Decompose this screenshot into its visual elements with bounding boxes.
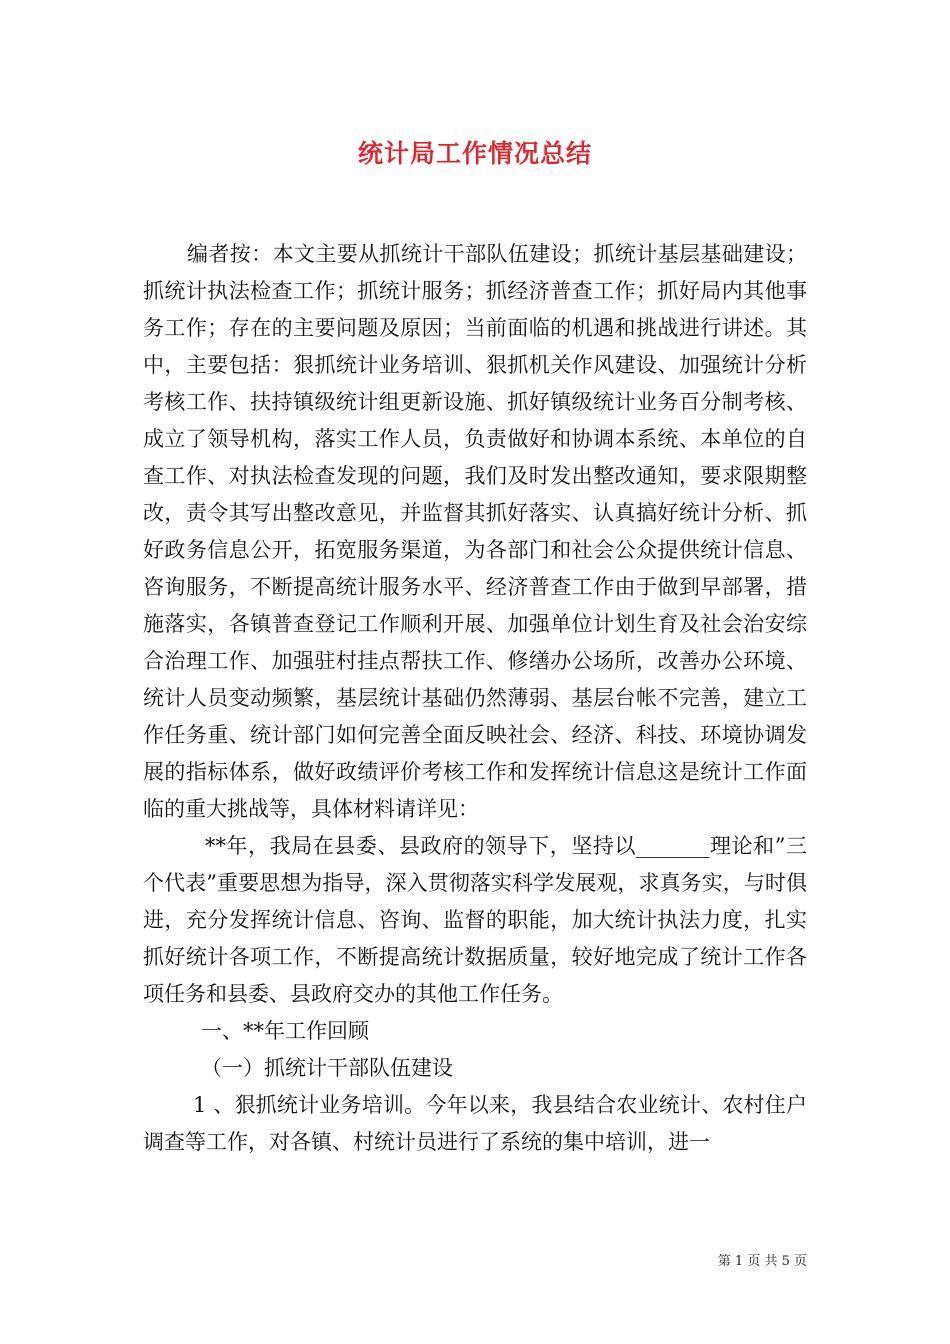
document-body: [143, 236, 807, 1161]
page-number-footer: 第 1 页 共 5 页: [717, 1254, 807, 1269]
section-heading: 一、**年工作回顾: [201, 1019, 369, 1043]
subsection-heading: （一）抓统计干部队伍建设: [201, 1056, 453, 1080]
document-title: 统计局工作情况总结: [357, 139, 592, 168]
opening-paragraph: **年，我局在县委、县政府的领导下，坚持以_______理论和”三个代表”重要思想为指导，深入贯彻落实科学发展观，求真务实，与时俱进，充分发挥统计信息、咨询、监督的职能，加大统计执法力度，扎实抓好统计各项工作，不断提高统计数据质量，较好地完成了统计工作各项任务和县委、县政府交办的其他工作任务。: [143, 834, 807, 1006]
editor-note-paragraph: 编者按：本文主要从抓统计干部队伍建设；抓统计基层基础建设；抓统计执法检查工作；抓统计服务；抓经济普查工作；抓好局内其他事务工作；存在的主要问题及原因；当前面临的机遇和挑战进行讲述。其中，主要包括：狠抓统计业务培训、狠抓机关作风建设、加强统计分析考核工作、扶持镇级统计组更新设施、抓好镇级统计业务百分制考核、成立了领导机构，落实工作人员，负责做好和协调本系统、本单位的自查工作、对执法检查发现的问题，我们及时发出整改通知，要求限期整改，责令其写出整改意见，并监督其抓好落实、认真搞好统计分析、抓好政务信息公开，拓宽服务渠道，为各部门和社会公众提供统计信息、咨询服务，不断提高统计服务水平、经济普查工作由于做到早部署，措施落实，各镇普查登记工作顺利开展、加强单位计划生育及社会治安综合治理工作、加强驻村挂点帮扶工作、修缮办公场所，改善办公环境、统计人员变动频繁，基层统计基础仍然薄弱、基层台帐不完善，建立工作任务重、统计部门如何完善全面反映社会、经济、科技、环境协调发展的指标体系，做好政绩评价考核工作和发挥统计信息这是统计工作面临的重大挑战等，具体材料请详见：: [143, 242, 807, 821]
list-item-paragraph: 1 、狠抓统计业务培训。今年以来，我县结合农业统计、农村住户调查等工作，对各镇、村统计员进行了系统的集中培训，进一: [143, 1093, 807, 1154]
